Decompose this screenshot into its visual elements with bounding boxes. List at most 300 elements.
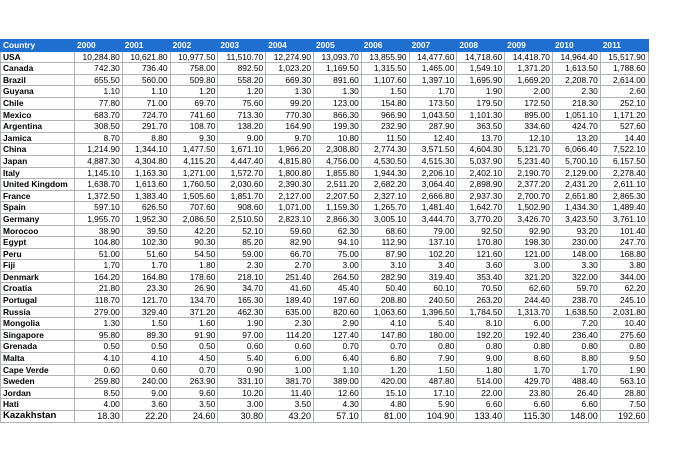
country-cell[interactable]: Peru: [1, 248, 75, 260]
value-cell[interactable]: 908.60: [218, 202, 266, 214]
country-cell[interactable]: Russia: [1, 306, 75, 318]
country-cell[interactable]: Grenada: [1, 341, 75, 353]
value-cell[interactable]: 170.80: [457, 237, 505, 249]
value-cell[interactable]: 0.50: [170, 341, 218, 353]
value-cell[interactable]: 5.40: [218, 353, 266, 365]
value-cell[interactable]: 713.30: [218, 109, 266, 121]
value-cell[interactable]: 22.20: [122, 411, 170, 423]
country-cell[interactable]: Jamica: [1, 132, 75, 144]
value-cell[interactable]: 15.10: [361, 387, 409, 399]
value-cell[interactable]: 3,761.10: [600, 213, 648, 225]
value-cell[interactable]: 115.30: [505, 411, 553, 423]
value-cell[interactable]: 527.60: [600, 121, 648, 133]
value-cell[interactable]: 263.20: [457, 295, 505, 307]
value-cell[interactable]: 134.70: [170, 295, 218, 307]
value-cell[interactable]: 263.90: [170, 376, 218, 388]
value-cell[interactable]: 236.40: [552, 329, 600, 341]
value-cell[interactable]: 54.50: [170, 248, 218, 260]
value-cell[interactable]: 6,157.50: [600, 155, 648, 167]
value-cell[interactable]: 1,271.00: [170, 167, 218, 179]
value-cell[interactable]: 1,966.20: [266, 144, 314, 156]
value-cell[interactable]: 1.10: [75, 86, 123, 98]
value-cell[interactable]: 138.20: [218, 121, 266, 133]
value-cell[interactable]: 4,530.50: [361, 155, 409, 167]
value-cell[interactable]: 0.50: [122, 341, 170, 353]
value-cell[interactable]: 1,952.30: [122, 213, 170, 225]
value-cell[interactable]: 635.00: [266, 306, 314, 318]
country-cell[interactable]: Cape Verde: [1, 364, 75, 376]
value-cell[interactable]: 5,231.40: [505, 155, 553, 167]
value-cell[interactable]: 2.70: [266, 260, 314, 272]
value-cell[interactable]: 4,304.80: [122, 155, 170, 167]
value-cell[interactable]: 1,955.70: [75, 213, 123, 225]
value-cell[interactable]: 1,502.90: [505, 202, 553, 214]
value-cell[interactable]: 43.20: [266, 411, 314, 423]
value-cell[interactable]: 1.90: [600, 364, 648, 376]
value-cell[interactable]: 353.40: [457, 271, 505, 283]
value-cell[interactable]: 71.00: [122, 97, 170, 109]
value-cell[interactable]: 3.40: [409, 260, 457, 272]
value-cell[interactable]: 1,372.50: [75, 190, 123, 202]
value-cell[interactable]: 121.60: [457, 248, 505, 260]
value-cell[interactable]: 192.60: [600, 411, 648, 423]
value-cell[interactable]: 0.70: [170, 364, 218, 376]
value-cell[interactable]: 1,214.90: [75, 144, 123, 156]
value-cell[interactable]: 4,115.20: [170, 155, 218, 167]
value-cell[interactable]: 89.30: [122, 329, 170, 341]
value-cell[interactable]: 8.70: [75, 132, 123, 144]
value-cell[interactable]: 2,208.70: [552, 74, 600, 86]
value-cell[interactable]: 2,651.80: [552, 190, 600, 202]
value-cell[interactable]: 218.30: [552, 97, 600, 109]
value-cell[interactable]: 11.50: [361, 132, 409, 144]
country-cell[interactable]: Denmark: [1, 271, 75, 283]
value-cell[interactable]: 1,613.50: [552, 63, 600, 75]
value-cell[interactable]: 62.20: [600, 283, 648, 295]
value-cell[interactable]: 3.50: [266, 399, 314, 411]
value-cell[interactable]: 77.80: [75, 97, 123, 109]
value-cell[interactable]: 1,572.70: [218, 167, 266, 179]
country-cell[interactable]: Spain: [1, 202, 75, 214]
value-cell[interactable]: 2,031.80: [600, 306, 648, 318]
value-cell[interactable]: 244.40: [505, 295, 553, 307]
value-cell[interactable]: 252.10: [600, 97, 648, 109]
value-cell[interactable]: 75.00: [313, 248, 361, 260]
value-cell[interactable]: 251.40: [266, 271, 314, 283]
value-cell[interactable]: 127.40: [313, 329, 361, 341]
value-cell[interactable]: 10,977.50: [170, 51, 218, 63]
value-cell[interactable]: 14,964.40: [552, 51, 600, 63]
value-cell[interactable]: 133.40: [457, 411, 505, 423]
value-cell[interactable]: 4.10: [361, 318, 409, 330]
value-cell[interactable]: 514.00: [457, 376, 505, 388]
value-cell[interactable]: 1.70: [409, 86, 457, 98]
value-cell[interactable]: 1.80: [170, 260, 218, 272]
value-cell[interactable]: 2.30: [218, 260, 266, 272]
value-cell[interactable]: 2,510.50: [218, 213, 266, 225]
value-cell[interactable]: 1,505.60: [170, 190, 218, 202]
value-cell[interactable]: 82.90: [266, 237, 314, 249]
value-cell[interactable]: 259.80: [75, 376, 123, 388]
value-cell[interactable]: 198.30: [505, 237, 553, 249]
value-cell[interactable]: 4.50: [170, 353, 218, 365]
value-cell[interactable]: 3,426.70: [505, 213, 553, 225]
value-cell[interactable]: 3,064.40: [409, 179, 457, 191]
value-cell[interactable]: 1.30: [266, 86, 314, 98]
value-cell[interactable]: 5,121.70: [505, 144, 553, 156]
value-cell[interactable]: 192.40: [505, 329, 553, 341]
value-cell[interactable]: 291.70: [122, 121, 170, 133]
value-cell[interactable]: 4,515.30: [409, 155, 457, 167]
value-cell[interactable]: 62.60: [505, 283, 553, 295]
value-cell[interactable]: 2,682.20: [361, 179, 409, 191]
value-cell[interactable]: 14,418.70: [505, 51, 553, 63]
value-cell[interactable]: 736.40: [122, 63, 170, 75]
value-cell[interactable]: 8.60: [505, 353, 553, 365]
value-cell[interactable]: 10.80: [313, 132, 361, 144]
column-header-year[interactable]: 2011: [600, 40, 648, 52]
country-cell[interactable]: Brazil: [1, 74, 75, 86]
value-cell[interactable]: 0.60: [218, 341, 266, 353]
value-cell[interactable]: 8.80: [122, 132, 170, 144]
value-cell[interactable]: 1.30: [75, 318, 123, 330]
value-cell[interactable]: 1,669.20: [505, 74, 553, 86]
value-cell[interactable]: 13.20: [552, 132, 600, 144]
value-cell[interactable]: 247.70: [600, 237, 648, 249]
value-cell[interactable]: 102.20: [409, 248, 457, 260]
value-cell[interactable]: 24.60: [170, 411, 218, 423]
value-cell[interactable]: 509.80: [170, 74, 218, 86]
value-cell[interactable]: 308.50: [75, 121, 123, 133]
value-cell[interactable]: 245.10: [600, 295, 648, 307]
country-cell[interactable]: Argentina: [1, 121, 75, 133]
value-cell[interactable]: 1.50: [361, 86, 409, 98]
value-cell[interactable]: 1,800.80: [266, 167, 314, 179]
value-cell[interactable]: 121.70: [122, 295, 170, 307]
value-cell[interactable]: 424.70: [552, 121, 600, 133]
value-cell[interactable]: 2,774.30: [361, 144, 409, 156]
value-cell[interactable]: 59.60: [266, 225, 314, 237]
value-cell[interactable]: 820.60: [313, 306, 361, 318]
value-cell[interactable]: 2,206.10: [409, 167, 457, 179]
value-cell[interactable]: 4,756.00: [313, 155, 361, 167]
column-header-year[interactable]: 2003: [218, 40, 266, 52]
value-cell[interactable]: 966.90: [361, 109, 409, 121]
value-cell[interactable]: 4,447.40: [218, 155, 266, 167]
value-cell[interactable]: 5,037.90: [457, 155, 505, 167]
value-cell[interactable]: 8.10: [457, 318, 505, 330]
value-cell[interactable]: 121.00: [505, 248, 553, 260]
value-cell[interactable]: 1.90: [457, 86, 505, 98]
value-cell[interactable]: 1,638.70: [75, 179, 123, 191]
value-cell[interactable]: 1,371.20: [505, 63, 553, 75]
country-cell[interactable]: Canada: [1, 63, 75, 75]
value-cell[interactable]: 322.00: [552, 271, 600, 283]
value-cell[interactable]: 92.50: [457, 225, 505, 237]
value-cell[interactable]: 1,163.30: [122, 167, 170, 179]
value-cell[interactable]: 164.20: [75, 271, 123, 283]
value-cell[interactable]: 389.00: [313, 376, 361, 388]
value-cell[interactable]: 2,086.50: [170, 213, 218, 225]
value-cell[interactable]: 199.30: [313, 121, 361, 133]
value-cell[interactable]: 1,063.60: [361, 306, 409, 318]
value-cell[interactable]: 1,397.10: [409, 74, 457, 86]
value-cell[interactable]: 0.80: [457, 341, 505, 353]
value-cell[interactable]: 1,171.20: [600, 109, 648, 121]
value-cell[interactable]: 2,823.10: [266, 213, 314, 225]
value-cell[interactable]: 758.00: [170, 63, 218, 75]
country-cell[interactable]: Chile: [1, 97, 75, 109]
column-header-year[interactable]: 2002: [170, 40, 218, 52]
value-cell[interactable]: 1.50: [122, 318, 170, 330]
value-cell[interactable]: 0.80: [552, 341, 600, 353]
value-cell[interactable]: 558.20: [218, 74, 266, 86]
value-cell[interactable]: 26.40: [552, 387, 600, 399]
value-cell[interactable]: 14,718.60: [457, 51, 505, 63]
value-cell[interactable]: 3,770.20: [457, 213, 505, 225]
country-cell[interactable]: Hati: [1, 399, 75, 411]
value-cell[interactable]: 34.70: [218, 283, 266, 295]
value-cell[interactable]: 17.10: [409, 387, 457, 399]
value-cell[interactable]: 81.00: [361, 411, 409, 423]
value-cell[interactable]: 2,937.30: [457, 190, 505, 202]
value-cell[interactable]: 12.60: [313, 387, 361, 399]
value-cell[interactable]: 2,866.30: [313, 213, 361, 225]
value-cell[interactable]: 1.20: [361, 364, 409, 376]
value-cell[interactable]: 895.00: [505, 109, 553, 121]
value-cell[interactable]: 3,444.70: [409, 213, 457, 225]
value-cell[interactable]: 2.00: [505, 86, 553, 98]
value-cell[interactable]: 7.90: [409, 353, 457, 365]
value-cell[interactable]: 148.00: [552, 411, 600, 423]
value-cell[interactable]: 69.70: [170, 97, 218, 109]
value-cell[interactable]: 197.60: [313, 295, 361, 307]
value-cell[interactable]: 14,477.60: [409, 51, 457, 63]
value-cell[interactable]: 2,030.60: [218, 179, 266, 191]
value-cell[interactable]: 2,207.50: [313, 190, 361, 202]
value-cell[interactable]: 23.30: [122, 283, 170, 295]
value-cell[interactable]: 2,431.20: [552, 179, 600, 191]
value-cell[interactable]: 1,313.70: [505, 306, 553, 318]
value-cell[interactable]: 0.60: [122, 364, 170, 376]
value-cell[interactable]: 238.70: [552, 295, 600, 307]
value-cell[interactable]: 2,327.10: [361, 190, 409, 202]
value-cell[interactable]: 1,159.30: [313, 202, 361, 214]
value-cell[interactable]: 429.70: [505, 376, 553, 388]
value-cell[interactable]: 1,043.50: [409, 109, 457, 121]
value-cell[interactable]: 123.00: [313, 97, 361, 109]
value-cell[interactable]: 0.50: [75, 341, 123, 353]
country-cell[interactable]: Morocoo: [1, 225, 75, 237]
value-cell[interactable]: 21.80: [75, 283, 123, 295]
value-cell[interactable]: 75.60: [218, 97, 266, 109]
value-cell[interactable]: 1,549.10: [457, 63, 505, 75]
value-cell[interactable]: 560.00: [122, 74, 170, 86]
value-cell[interactable]: 68.60: [361, 225, 409, 237]
value-cell[interactable]: 208.80: [361, 295, 409, 307]
value-cell[interactable]: 3.00: [505, 260, 553, 272]
column-header-year[interactable]: 2008: [457, 40, 505, 52]
value-cell[interactable]: 2,611.10: [600, 179, 648, 191]
value-cell[interactable]: 2,614.00: [600, 74, 648, 86]
value-cell[interactable]: 230.00: [552, 237, 600, 249]
value-cell[interactable]: 2,278.40: [600, 167, 648, 179]
value-cell[interactable]: 91.90: [170, 329, 218, 341]
value-cell[interactable]: 279.00: [75, 306, 123, 318]
value-cell[interactable]: 87.90: [361, 248, 409, 260]
value-cell[interactable]: 4.10: [122, 353, 170, 365]
value-cell[interactable]: 2,898.90: [457, 179, 505, 191]
value-cell[interactable]: 1.30: [313, 86, 361, 98]
value-cell[interactable]: 866.30: [313, 109, 361, 121]
value-cell[interactable]: 1.50: [409, 364, 457, 376]
value-cell[interactable]: 420.00: [361, 376, 409, 388]
value-cell[interactable]: 3.80: [600, 260, 648, 272]
value-cell[interactable]: 1,101.30: [457, 109, 505, 121]
value-cell[interactable]: 770.30: [266, 109, 314, 121]
value-cell[interactable]: 2,129.00: [552, 167, 600, 179]
value-cell[interactable]: 10.20: [218, 387, 266, 399]
value-cell[interactable]: 1,434.30: [552, 202, 600, 214]
value-cell[interactable]: 1,489.40: [600, 202, 648, 214]
value-cell[interactable]: 2,308.80: [313, 144, 361, 156]
value-cell[interactable]: 1.20: [170, 86, 218, 98]
value-cell[interactable]: 2,402.10: [457, 167, 505, 179]
value-cell[interactable]: 168.80: [600, 248, 648, 260]
value-cell[interactable]: 1,315.50: [361, 63, 409, 75]
value-cell[interactable]: 22.00: [457, 387, 505, 399]
value-cell[interactable]: 11,510.70: [218, 51, 266, 63]
value-cell[interactable]: 3,423.50: [552, 213, 600, 225]
value-cell[interactable]: 334.60: [505, 121, 553, 133]
value-cell[interactable]: 164.80: [122, 271, 170, 283]
value-cell[interactable]: 4,815.80: [266, 155, 314, 167]
value-cell[interactable]: 1,396.50: [409, 306, 457, 318]
column-header-country[interactable]: Country: [1, 40, 75, 52]
value-cell[interactable]: 1.70: [505, 364, 553, 376]
value-cell[interactable]: 1,265.70: [361, 202, 409, 214]
value-cell[interactable]: 148.00: [552, 248, 600, 260]
column-header-year[interactable]: 2007: [409, 40, 457, 52]
value-cell[interactable]: 5.40: [409, 318, 457, 330]
value-cell[interactable]: 319.40: [409, 271, 457, 283]
value-cell[interactable]: 108.70: [170, 121, 218, 133]
column-header-year[interactable]: 2000: [75, 40, 123, 52]
value-cell[interactable]: 5,700.10: [552, 155, 600, 167]
value-cell[interactable]: 1,638.50: [552, 306, 600, 318]
column-header-year[interactable]: 2010: [552, 40, 600, 52]
value-cell[interactable]: 1,695.90: [457, 74, 505, 86]
value-cell[interactable]: 9.60: [170, 387, 218, 399]
value-cell[interactable]: 741.60: [170, 109, 218, 121]
value-cell[interactable]: 892.50: [218, 63, 266, 75]
value-cell[interactable]: 118.70: [75, 295, 123, 307]
value-cell[interactable]: 114.20: [266, 329, 314, 341]
value-cell[interactable]: 488.40: [552, 376, 600, 388]
value-cell[interactable]: 2,390.30: [266, 179, 314, 191]
value-cell[interactable]: 112.90: [361, 237, 409, 249]
value-cell[interactable]: 8.80: [552, 353, 600, 365]
value-cell[interactable]: 1,784.50: [457, 306, 505, 318]
country-cell[interactable]: Mongolia: [1, 318, 75, 330]
value-cell[interactable]: 0.60: [266, 341, 314, 353]
value-cell[interactable]: 669.30: [266, 74, 314, 86]
value-cell[interactable]: 2.30: [266, 318, 314, 330]
country-cell[interactable]: Portugal: [1, 295, 75, 307]
value-cell[interactable]: 321.20: [505, 271, 553, 283]
value-cell[interactable]: 1.90: [218, 318, 266, 330]
value-cell[interactable]: 329.40: [122, 306, 170, 318]
value-cell[interactable]: 164.90: [266, 121, 314, 133]
value-cell[interactable]: 9.00: [218, 132, 266, 144]
value-cell[interactable]: 2.90: [313, 318, 361, 330]
value-cell[interactable]: 3.60: [122, 399, 170, 411]
value-cell[interactable]: 232.90: [361, 121, 409, 133]
value-cell[interactable]: 12,274.90: [266, 51, 314, 63]
value-cell[interactable]: 3.00: [218, 399, 266, 411]
value-cell[interactable]: 724.70: [122, 109, 170, 121]
value-cell[interactable]: 172.50: [505, 97, 553, 109]
value-cell[interactable]: 60.10: [409, 283, 457, 295]
value-cell[interactable]: 264.50: [313, 271, 361, 283]
value-cell[interactable]: 10,284.80: [75, 51, 123, 63]
value-cell[interactable]: 94.10: [313, 237, 361, 249]
value-cell[interactable]: 4.10: [75, 353, 123, 365]
value-cell[interactable]: 2,666.80: [409, 190, 457, 202]
value-cell[interactable]: 14.40: [600, 132, 648, 144]
value-cell[interactable]: 2,190.70: [505, 167, 553, 179]
value-cell[interactable]: 1,760.50: [170, 179, 218, 191]
column-header-year[interactable]: 2004: [266, 40, 314, 52]
country-cell[interactable]: USA: [1, 51, 75, 63]
value-cell[interactable]: 39.50: [122, 225, 170, 237]
value-cell[interactable]: 90.30: [170, 237, 218, 249]
value-cell[interactable]: 192.20: [457, 329, 505, 341]
value-cell[interactable]: 179.50: [457, 97, 505, 109]
value-cell[interactable]: 344.00: [600, 271, 648, 283]
column-header-year[interactable]: 2009: [505, 40, 553, 52]
value-cell[interactable]: 1.00: [266, 364, 314, 376]
value-cell[interactable]: 52.10: [218, 225, 266, 237]
value-cell[interactable]: 154.80: [361, 97, 409, 109]
value-cell[interactable]: 1,671.10: [218, 144, 266, 156]
country-cell[interactable]: China: [1, 144, 75, 156]
value-cell[interactable]: 1,613.60: [122, 179, 170, 191]
country-cell[interactable]: Fiji: [1, 260, 75, 272]
value-cell[interactable]: 0.80: [409, 341, 457, 353]
value-cell[interactable]: 1,477.50: [170, 144, 218, 156]
value-cell[interactable]: 8.50: [75, 387, 123, 399]
value-cell[interactable]: 59.70: [552, 283, 600, 295]
value-cell[interactable]: 1,642.70: [457, 202, 505, 214]
value-cell[interactable]: 3.60: [457, 260, 505, 272]
value-cell[interactable]: 1,071.00: [266, 202, 314, 214]
value-cell[interactable]: 9.30: [170, 132, 218, 144]
value-cell[interactable]: 331.10: [218, 376, 266, 388]
value-cell[interactable]: 70.50: [457, 283, 505, 295]
value-cell[interactable]: 1,169.50: [313, 63, 361, 75]
column-header-year[interactable]: 2006: [361, 40, 409, 52]
value-cell[interactable]: 6.40: [313, 353, 361, 365]
value-cell[interactable]: 38.90: [75, 225, 123, 237]
value-cell[interactable]: 240.00: [122, 376, 170, 388]
country-cell[interactable]: Malta: [1, 353, 75, 365]
value-cell[interactable]: 147.80: [361, 329, 409, 341]
value-cell[interactable]: 15,517.90: [600, 51, 648, 63]
value-cell[interactable]: 189.40: [266, 295, 314, 307]
value-cell[interactable]: 218.10: [218, 271, 266, 283]
value-cell[interactable]: 51.60: [122, 248, 170, 260]
